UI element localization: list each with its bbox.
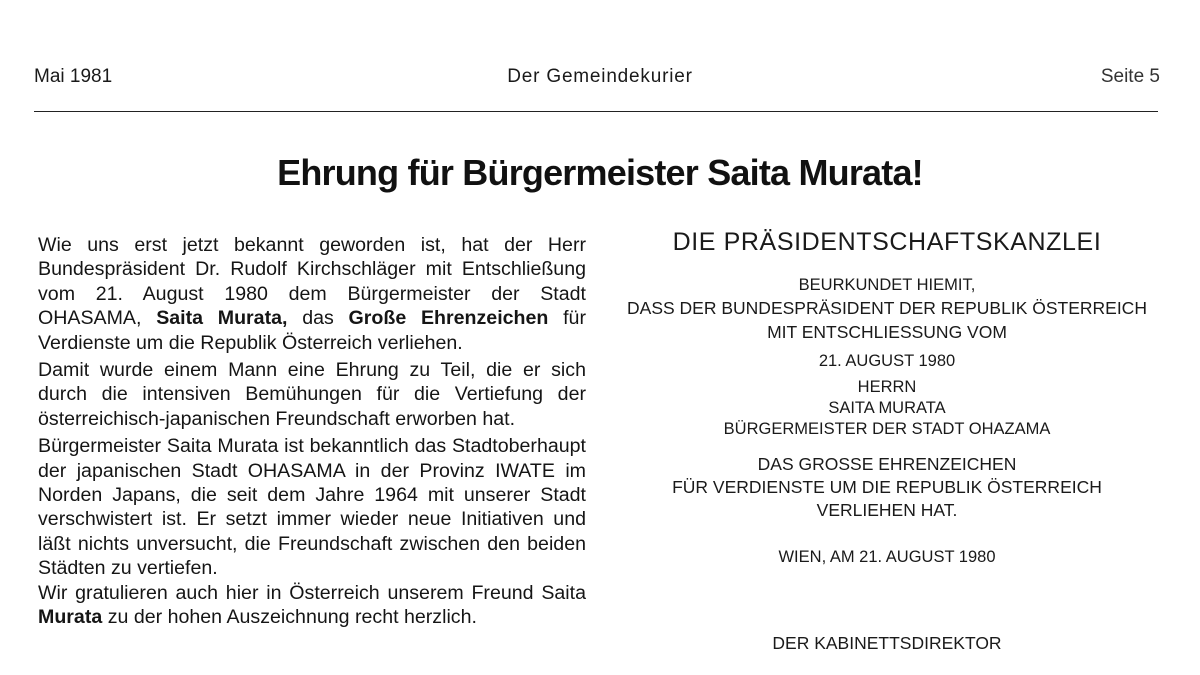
article-text: für Verdienste um die Republik Österreich verliehen. <box>38 307 586 354</box>
recipient-surname-bold: Murata <box>38 606 103 629</box>
article-paragraph-4 <box>38 581 586 630</box>
article-text: das <box>287 307 349 330</box>
certificate-date: 21. AUGUST 1980 <box>818 352 956 370</box>
award-name-bold: Große Ehrenzeichen <box>348 307 549 330</box>
article-body <box>38 233 586 630</box>
issue-date: Mai 1981 <box>34 66 113 87</box>
article-text: Wir gratulieren auch hier in Österreich unserem Freund Saita <box>38 581 586 604</box>
certificate-award-line: FÜR VERDIENSTE UM DIE REPUBLIK ÖSTERREICH <box>672 477 1102 497</box>
certificate-recipient-name: SAITA MURATA <box>828 399 946 417</box>
certificate-signatory: DER KABINETTSDIREKTOR <box>772 633 1002 653</box>
page-number: Seite 5 <box>1100 66 1160 87</box>
certificate-title: DIE PRÄSIDENTSCHAFTSKANZLEI <box>672 228 1102 256</box>
article-text: Wie uns erst jetzt bekannt geworden ist, hat der Herr Bundespräsident Dr. Rudolf Kirchschläger mit Entschließung vom 21. August 1980 dem Bürgermeister der Stadt OHASAMA, <box>38 234 586 330</box>
certificate-recipient-line: HERRN <box>857 378 917 396</box>
certificate-place-date: WIEN, AM 21. AUGUST 1980 <box>778 548 996 566</box>
publication-name: Der Gemeindekurier <box>507 66 693 87</box>
certificate-award-line: VERLIEHEN HAT. <box>816 500 958 520</box>
header-divider <box>34 111 1158 112</box>
certificate-line: MIT ENTSCHLIESSUNG VOM <box>767 322 1007 342</box>
recipient-name-bold: Saita Murata, <box>156 307 288 330</box>
certificate-recipient-title: BÜRGERMEISTER DER STADT OHAZAMA <box>723 420 1051 438</box>
certificate-line: DASS DER BUNDESPRÄSIDENT DER REPUBLIK ÖSTERREICH <box>627 298 1147 318</box>
article-text: zu der hohen Auszeichnung recht herzlich. <box>102 606 477 629</box>
certificate-line: BEURKUNDET HIEMIT, <box>798 276 976 294</box>
certificate-award-line: DAS GROSSE EHRENZEICHEN <box>757 454 1017 474</box>
article-headline: Ehrung für Bürgermeister Saita Murata! <box>277 152 923 193</box>
article-paragraph-1 <box>38 233 586 355</box>
article-paragraph-3: Bürgermeister Saita Murata ist bekanntlich das Stadtoberhaupt der japanischen Stadt OHASAMA in der Provinz IWATE im Norden Japans, die seit dem Jahre 1964 mit unserer Stadt verschwistert ist. Er setzt immer wieder neue Initiativen und läßt nichts unversucht, die Freundschaft zwischen den beiden Städten zu vertiefen. <box>38 435 586 580</box>
article-paragraph-2: Damit wurde einem Mann eine Ehrung zu Teil, die er sich durch die intensiven Bemühungen für die Vertiefung der österreichisch-japanischen Freundschaft erworben hat. <box>38 359 586 430</box>
